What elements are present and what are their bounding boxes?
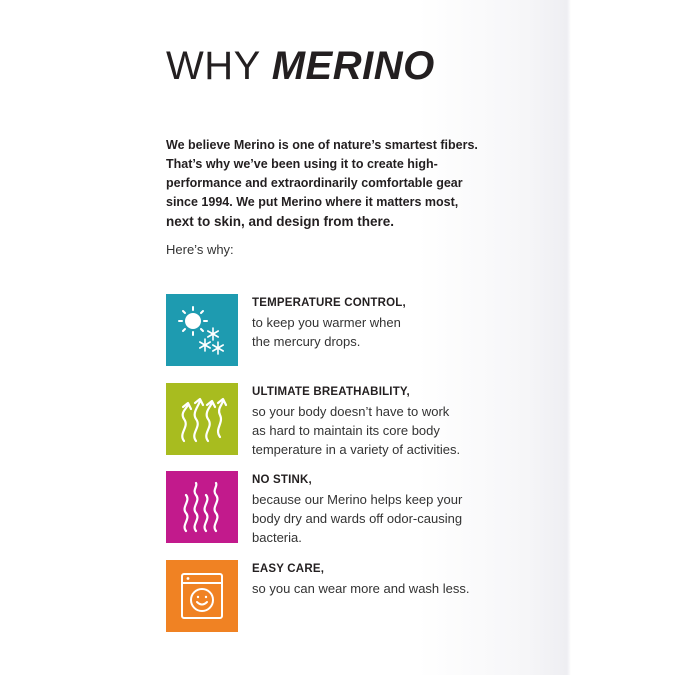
- intro-paragraph: [166, 136, 486, 231]
- intro-line: That’s why we’ve been using it to create high-: [166, 157, 438, 171]
- feature-line: so you can wear more and wash less.: [252, 581, 470, 596]
- page-title: [166, 42, 435, 90]
- feature-line: because our Merino helps keep your: [252, 492, 463, 507]
- title-light: WHY: [166, 44, 272, 88]
- feature-line: so your body doesn’t have to work: [252, 404, 450, 419]
- feature-heading: NO STINK,: [252, 474, 312, 486]
- feature-heading: EASY CARE,: [252, 563, 325, 575]
- breathability-arrows-icon: [166, 383, 238, 455]
- washing-machine-icon: [166, 560, 238, 632]
- feature-text: [252, 471, 512, 547]
- feature-line: body dry and wards off odor-causing: [252, 511, 463, 526]
- feature-text: [252, 294, 512, 351]
- feature-line: to keep you warmer when: [252, 315, 401, 330]
- feature-heading: TEMPERATURE CONTROL,: [252, 297, 406, 309]
- intro-line: We believe Merino is one of nature’s smartest fibers.: [166, 138, 478, 152]
- intro-line: next to skin, and design from there.: [166, 214, 395, 229]
- feature-line: as hard to maintain its core body: [252, 423, 440, 438]
- feature-line: temperature in a variety of activities.: [252, 442, 461, 457]
- odor-waves-icon: [166, 471, 238, 543]
- title-bold: MERINO: [271, 44, 435, 88]
- breathability-tile: [166, 383, 238, 455]
- no-stink-tile: [166, 471, 238, 543]
- intro-line: since 1994. We put Merino where it matters most,: [166, 195, 459, 209]
- feature-text: [252, 383, 512, 459]
- feature-line: bacteria.: [252, 530, 302, 545]
- feature-line: the mercury drops.: [252, 334, 361, 349]
- intro-line: performance and extraordinarily comfortable gear: [166, 176, 463, 190]
- easy-care-tile: [166, 560, 238, 632]
- heres-why-label: Here’s why:: [166, 242, 234, 257]
- temperature-tile: [166, 294, 238, 366]
- feature-heading: ULTIMATE BREATHABILITY,: [252, 386, 410, 398]
- feature-text: [252, 560, 512, 598]
- sun-snowflake-icon: [166, 294, 238, 366]
